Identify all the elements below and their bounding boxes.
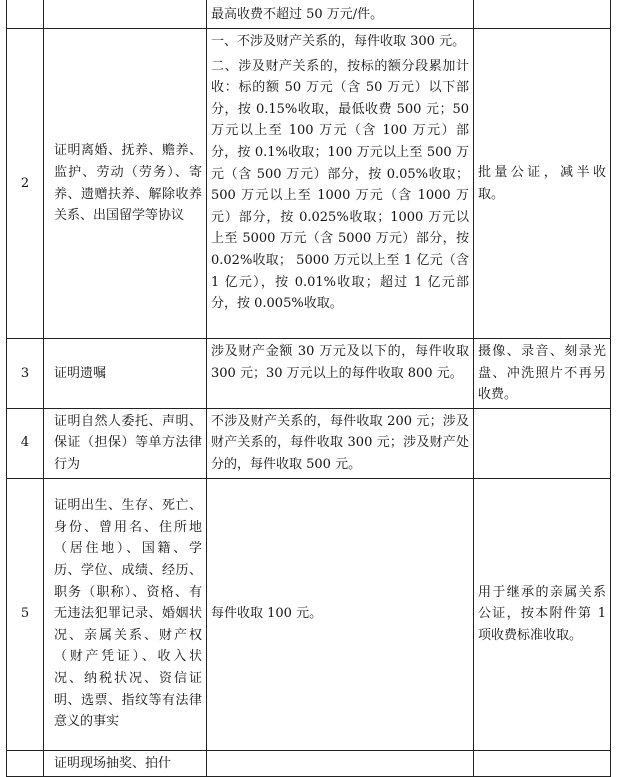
note-cell: 批量公证，减半收取。 — [474, 29, 611, 339]
item-name: 证明遗嘱 — [44, 339, 207, 409]
table-row — [7, 29, 611, 339]
fee-text: 最高收费不超过 50 万元/件。 — [211, 7, 384, 23]
table-row — [7, 408, 611, 478]
fee-table — [6, 0, 611, 777]
note-cell — [474, 0, 611, 29]
fee-cell — [207, 339, 474, 409]
item-name — [44, 0, 207, 29]
fee-text: 涉及财产金额 30 万元及以下的，每件收取 300 元；30 万元以上的每件收取 800 元。 — [211, 344, 469, 381]
row-number: 2 — [7, 29, 44, 339]
note-cell: 用于继承的亲属关系公证，按本附件第 1 项收费标准收取。 — [474, 478, 611, 750]
fee-cell — [207, 408, 474, 478]
item-name: 证明离婚、抚养、赡养、监护、劳动（劳务）、寄养、遗赠扶养、解除收养关系、出国留学等协议 — [44, 29, 207, 339]
note-cell: 摄像、录音、刻录光盘、冲洗照片不再另收费。 — [474, 339, 611, 409]
fee-text: 不涉及财产关系的，每件收取 200 元；涉及财产关系的，每件收取 300 元；涉及财产处分的，每件收取 500 元。 — [211, 413, 469, 472]
row-number — [7, 750, 44, 777]
table-row — [7, 478, 611, 750]
fee-cell — [207, 0, 474, 29]
note-cell — [474, 408, 611, 478]
fee-cell — [207, 750, 474, 777]
row-number: 5 — [7, 478, 44, 750]
table-row — [7, 750, 611, 777]
table-row — [7, 339, 611, 409]
note-cell — [474, 750, 611, 777]
item-name: 证明自然人委托、声明、保证（担保）等单方法律行为 — [44, 408, 207, 478]
fee-text: 二、涉及财产关系的，按标的额分段累加计收：标的额 50 万元（含 50 万元）以下部分，按 0.15%收取，最低收费 500 元；50 万元以上至 100 万元（含 100 万元）部分，按 0.1%收取；100 万元以上至 500 万元（含 500 万元）部分，按 0.05%收取；500 万元以上至 1000 万元（含 1000 万元）部分，按 0.025%收取；1000 万元以上至 5000 万元（含 5000 万元）部分，按 0.02%收取； 5000 万元以上至 1 亿元（含 1 亿元），按 0.01%收取；超过 1 亿元部分，按 0.005%收取。 — [211, 58, 469, 312]
item-name: 证明现场抽奖、拍什 — [44, 750, 207, 777]
row-number — [7, 0, 44, 29]
table-row — [7, 0, 611, 29]
fee-text: 一、不涉及财产关系的，每件收取 300 元。 — [211, 34, 466, 49]
fee-text: 每件收取 100 元。 — [211, 606, 323, 622]
fee-cell — [207, 29, 474, 339]
row-number: 3 — [7, 339, 44, 409]
item-name: 证明出生、生存、死亡、身份、曾用名、住所地（居住地）、国籍、学历、学位、成绩、经历、职务（职称）、资格、有无违法犯罪记录、婚姻状况、亲属关系、财产权（财产凭证）、收入状况、纳税状况、资信证明、选票、指纹等有法律意义的事实 — [44, 478, 207, 750]
row-number: 4 — [7, 408, 44, 478]
fee-cell — [207, 478, 474, 750]
